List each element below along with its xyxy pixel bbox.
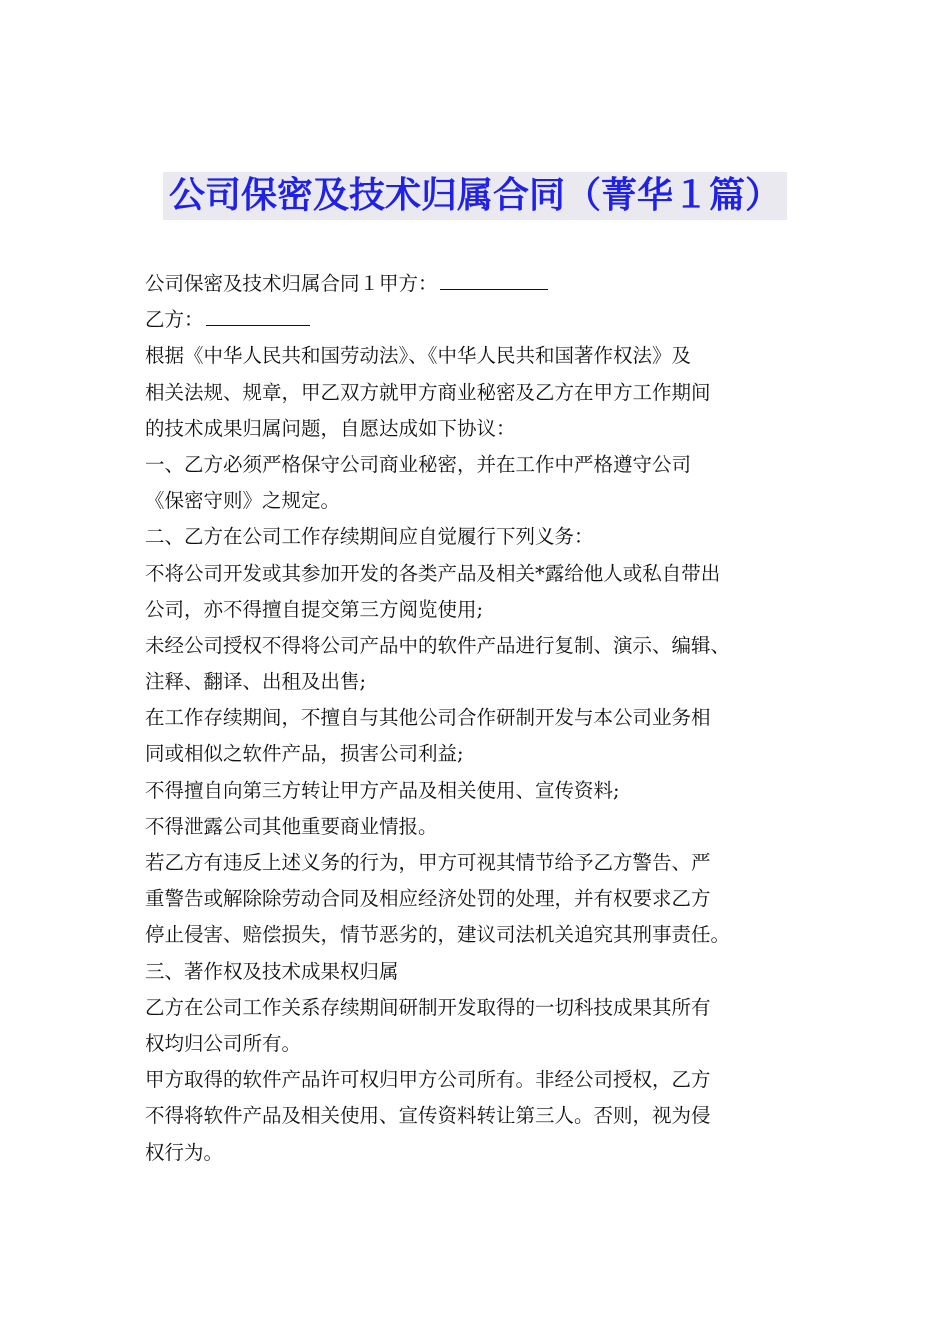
contract-text-line: 重警告或解除除劳动合同及相应经济处罚的处理，并有权要求乙方: [145, 887, 711, 911]
contract-text-line: 二、乙方在公司工作存续期间应自觉履行下列义务：: [145, 525, 594, 549]
contract-text-line: 不得擅自向第三方转让甲方产品及相关使用、宣传资料;: [145, 778, 620, 802]
title-container: [0, 172, 950, 220]
contract-text-line: 相关法规、规章，甲乙双方就甲方商业秘密及乙方在甲方工作期间: [145, 380, 711, 404]
contract-text-line: 同或相似之软件产品，损害公司利益;: [145, 742, 464, 766]
contract-text-line: 若乙方有违反上述义务的行为，甲方可视其情节给予乙方警告、严: [145, 851, 711, 874]
party-a-line: [145, 266, 813, 302]
document-body: [145, 266, 813, 1171]
contract-text-line: 甲方取得的软件产品许可权归甲方公司所有。非经公司授权，乙方: [145, 1068, 711, 1092]
contract-text-line: 不得将软件产品及相关使用、宣传资料转让第三人。否则，视为侵: [145, 1104, 711, 1128]
contract-text: [145, 338, 813, 1170]
contract-text-line: 停止侵害、赔偿损失，情节恶劣的，建议司法机关追究其刑事责任。: [145, 923, 731, 947]
party-b-blank: [206, 309, 310, 326]
document-title: 公司保密及技术归属合同（菁华１篇）: [163, 172, 787, 220]
contract-text-line: 在工作存续期间，不擅自与其他公司合作研制开发与本公司业务相: [145, 706, 711, 730]
party-b-line: [145, 302, 813, 338]
contract-text-line: 注释、翻译、出租及出售;: [145, 670, 367, 694]
contract-text-line: 公司，亦不得擅自提交第三方阅览使用;: [145, 597, 484, 621]
contract-text-line: 权均归公司所有。: [145, 1031, 302, 1055]
party-a-label: 公司保密及技术归属合同１甲方：: [145, 272, 438, 295]
party-a-blank: [440, 273, 548, 290]
contract-text-line: 的技术成果归属问题，自愿达成如下协议：: [145, 416, 516, 440]
contract-text-line: 一、乙方必须严格保守公司商业秘密，并在工作中严格遵守公司: [145, 452, 692, 476]
contract-text-line: 不将公司开发或其参加开发的各类产品及相关*露给他人或私自带出: [145, 561, 721, 585]
contract-text-line: 乙方在公司工作关系存续期间研制开发取得的一切科技成果其所有: [145, 995, 711, 1019]
contract-text-line: 三、著作权及技术成果权归属: [145, 959, 399, 983]
contract-text-line: 未经公司授权不得将公司产品中的软件产品进行复制、演示、编辑、: [145, 633, 731, 657]
contract-text-line: 《保密守则》之规定。: [145, 489, 341, 513]
contract-text-line: 权行为。: [145, 1140, 224, 1164]
contract-text-line: 不得泄露公司其他重要商业情报。: [145, 814, 438, 838]
party-b-label: 乙方：: [145, 308, 204, 332]
contract-text-line: 根据《中华人民共和国劳动法》、《中华人民共和国著作权法》及: [145, 344, 692, 368]
